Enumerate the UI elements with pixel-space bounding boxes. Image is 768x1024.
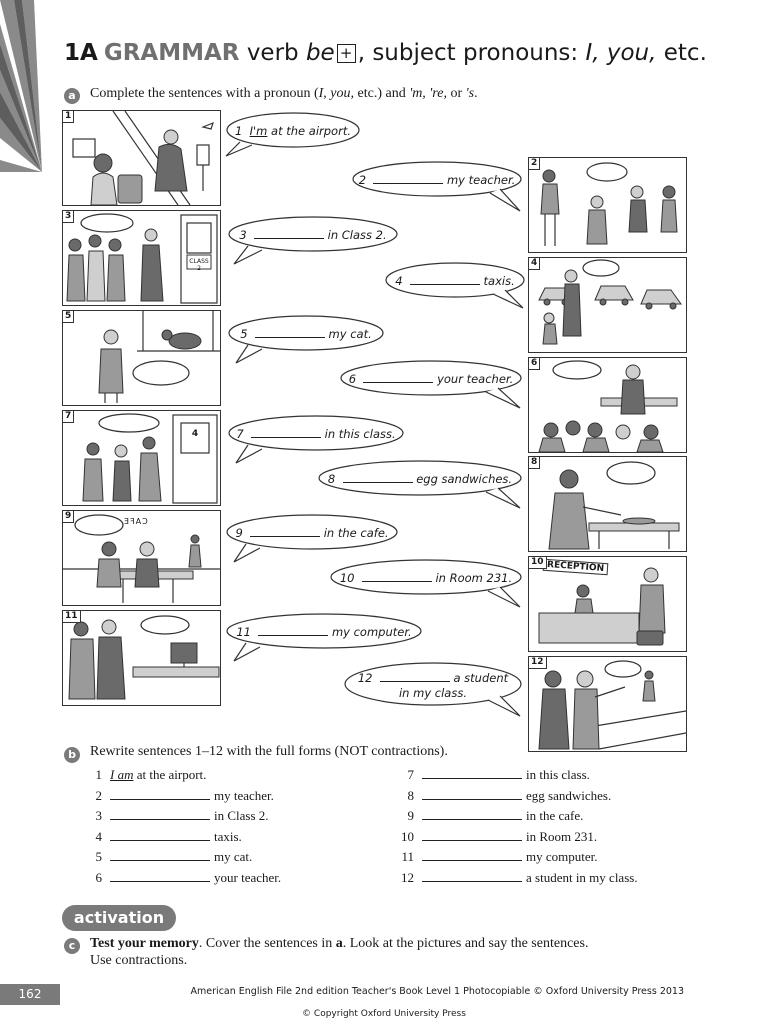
exercise-b-row-10 <box>398 829 597 845</box>
answer-gap[interactable] <box>254 227 324 239</box>
bubble-number: 1 <box>234 123 243 138</box>
bubble-text <box>239 227 386 243</box>
topic-pre: verb <box>246 40 306 66</box>
teacher-scene <box>529 158 686 252</box>
answer-gap[interactable] <box>343 471 413 483</box>
bubble-text <box>236 624 411 640</box>
bubble-number: 10 <box>339 571 355 585</box>
speech-bubble-1 <box>226 112 360 150</box>
bubble-number: 2 <box>358 173 367 187</box>
panel-number: 5 <box>63 311 74 323</box>
answer-line[interactable] <box>422 870 522 882</box>
bubble-sentence: your teacher. <box>437 372 514 386</box>
row-number: 10 <box>401 829 414 844</box>
row-text: egg sandwiches. <box>526 788 612 803</box>
exercise-c-instruction-line2: Use contractions. <box>90 953 188 968</box>
bubble-text <box>236 426 395 442</box>
instruction-text: . Cover the sentences in <box>198 936 336 951</box>
answer-gap[interactable] <box>363 371 433 383</box>
bubble-sentence-line2: in my class. <box>398 685 467 700</box>
footer-book: American English File 2nd edition Teacher's Book Level 1 <box>190 986 461 997</box>
bubble-text <box>235 124 351 139</box>
row-text: in Room 231. <box>526 829 598 844</box>
row-number: 3 <box>95 808 102 823</box>
bubble-text <box>240 326 372 342</box>
bubble-number: 6 <box>348 372 357 386</box>
exercise-b-row-5 <box>86 849 252 865</box>
picture-panel-4 <box>528 257 687 353</box>
row-text: in this class. <box>526 767 590 782</box>
speech-bubble-4 <box>385 262 525 300</box>
speech-bubble-3 <box>228 216 398 254</box>
bubble-number: 4 <box>395 274 403 288</box>
picture-panel-12 <box>528 656 687 752</box>
panel-number: 6 <box>529 358 540 370</box>
classroom-teacher-scene <box>529 358 686 452</box>
speech-bubble-8 <box>318 460 522 498</box>
plus-box: + <box>337 44 356 63</box>
panel-number: 2 <box>529 158 540 170</box>
bubble-sentence: at the airport. <box>271 123 351 138</box>
bubble-sentence: my teacher. <box>446 173 516 187</box>
exercise-b-row-1 <box>86 767 206 783</box>
answer-line[interactable] <box>110 870 210 882</box>
activation-label: activation <box>62 905 176 931</box>
answer-gap[interactable] <box>373 172 443 184</box>
unit-number: 1A <box>64 40 98 66</box>
topic-etc: etc. <box>656 40 707 66</box>
topic-be: be <box>305 40 335 66</box>
door-sign-class: CLASS 2 <box>189 258 209 272</box>
panel-number: 3 <box>63 211 74 223</box>
speech-bubble-12 <box>344 662 522 708</box>
section-label: GRAMMAR <box>103 40 240 66</box>
copyright: © Copyright Oxford University Press <box>302 1009 466 1019</box>
footer-credit <box>191 986 684 997</box>
instr-part: Complete the sentences with a pronoun ( <box>90 86 319 101</box>
instr-part: etc.) and <box>354 86 410 101</box>
sandwiches-scene <box>529 457 686 551</box>
answer-gap[interactable] <box>410 273 480 285</box>
exercise-b-row-8 <box>398 788 611 804</box>
bubble-number: 5 <box>240 327 248 341</box>
picture-panel-1 <box>62 110 221 206</box>
answer-line[interactable] <box>110 788 210 800</box>
exercise-b-row-11 <box>398 849 598 865</box>
speech-bubble-10 <box>330 559 522 597</box>
sunburst-decoration <box>0 0 42 172</box>
airport-scene <box>63 111 220 205</box>
bubble-number: 9 <box>235 526 243 540</box>
row-text: a student in my class. <box>526 870 638 885</box>
bubble-text <box>235 525 388 541</box>
bubble-text <box>359 172 516 188</box>
bubble-answer: I'm <box>249 123 268 138</box>
row-text: my computer. <box>526 849 598 864</box>
answer-gap[interactable] <box>255 326 325 338</box>
row-text: in the cafe. <box>526 808 584 823</box>
answer-gap[interactable] <box>380 670 450 682</box>
panel-number: 9 <box>63 511 74 523</box>
row-text: at the airport. <box>136 767 207 782</box>
row-text: in Class 2. <box>214 808 269 823</box>
picture-panel-2 <box>528 157 687 253</box>
exercise-a-badge: a <box>64 88 80 104</box>
exercise-b-badge: b <box>64 747 80 763</box>
bubble-sentence: egg sandwiches. <box>416 472 513 486</box>
instruction-ref: a <box>335 936 343 951</box>
classroom-door-4-scene <box>63 411 220 505</box>
footer-copy: Photocopiable © Oxford University Press 2013 <box>460 986 684 997</box>
picture-panel-5 <box>62 310 221 406</box>
row-number: 4 <box>95 829 102 844</box>
picture-panel-3 <box>62 210 221 306</box>
row-number: 7 <box>407 767 414 782</box>
row-number: 11 <box>401 849 414 864</box>
picture-panel-6 <box>528 357 687 453</box>
panel-number: 1 <box>63 111 74 123</box>
exercise-b-row-6 <box>86 870 281 886</box>
bubble-number: 8 <box>327 472 336 486</box>
exercise-b-row-4 <box>86 829 242 845</box>
answer-line[interactable] <box>110 808 210 820</box>
answer-line[interactable] <box>422 829 522 841</box>
exercise-a-instruction <box>90 86 478 102</box>
answer-line[interactable] <box>422 808 522 820</box>
exercise-c-badge: c <box>64 938 80 954</box>
topic-post: , subject pronouns: <box>357 40 586 66</box>
panel-number: 12 <box>529 657 547 669</box>
row-number: 8 <box>407 788 414 803</box>
topic-examples: I, you, <box>585 40 657 66</box>
page-title <box>64 40 707 66</box>
bubble-sentence: my computer. <box>331 625 412 639</box>
bubble-number: 11 <box>236 625 251 639</box>
panel-number: 11 <box>63 611 81 623</box>
instr-part: . <box>474 86 478 101</box>
panel-number: 10 <box>529 557 547 569</box>
door-sign-4: 4 <box>191 429 199 439</box>
bubble-text <box>395 273 515 289</box>
row-number: 6 <box>95 870 102 885</box>
bubble-text <box>328 471 512 487</box>
row-text: taxis. <box>214 829 242 844</box>
bubble-sentence: in the cafe. <box>323 526 389 540</box>
answer-gap[interactable] <box>258 624 328 636</box>
bubble-text <box>349 371 513 387</box>
computer-scene <box>63 611 220 705</box>
page-number: 162 <box>0 984 60 1005</box>
exercise-b-row-9 <box>398 808 583 824</box>
example-answer: I am <box>110 767 134 782</box>
bubble-sentence: in Class 2. <box>327 228 387 242</box>
answer-line[interactable] <box>110 829 210 841</box>
picture-panel-8 <box>528 456 687 552</box>
answer-gap[interactable] <box>250 525 320 537</box>
bubble-number: 3 <box>239 228 247 242</box>
speech-bubble-9 <box>226 514 398 552</box>
bubble-number: 7 <box>236 427 244 441</box>
reception-sign: RECEPTION <box>543 559 609 576</box>
answer-line[interactable] <box>422 767 522 779</box>
bubble-sentence: taxis. <box>483 274 515 288</box>
cat-scene <box>63 311 220 405</box>
row-text: your teacher. <box>214 870 282 885</box>
cafe-sign: CAFE <box>123 517 148 526</box>
speech-bubble-5 <box>228 315 384 353</box>
panel-number: 8 <box>529 457 540 469</box>
bubble-number: 12 <box>357 670 373 685</box>
speech-bubble-7 <box>228 415 404 453</box>
row-number: 1 <box>95 767 102 782</box>
row-text: my teacher. <box>214 788 274 803</box>
picture-panel-10 <box>528 556 687 652</box>
row-number: 9 <box>407 808 414 823</box>
answer-gap[interactable] <box>362 570 432 582</box>
picture-panel-9 <box>62 510 221 606</box>
speech-bubble-2 <box>352 161 522 199</box>
instr-part: 's <box>465 86 475 101</box>
picture-panel-11 <box>62 610 221 706</box>
instruction-bold: Test your memory <box>90 936 199 951</box>
exercise-b-row-12 <box>398 870 638 886</box>
speech-bubble-6 <box>340 360 522 398</box>
speech-bubble-11 <box>226 613 422 651</box>
bubble-sentence: in Room 231. <box>435 571 513 585</box>
panel-number: 4 <box>529 258 540 270</box>
instr-part: I, you, <box>318 86 354 101</box>
answer-line[interactable] <box>422 788 522 800</box>
picture-panel-7 <box>62 410 221 506</box>
bubble-text <box>340 570 512 586</box>
student-scene <box>529 657 686 751</box>
taxis-scene <box>529 258 686 352</box>
bubble-sentence: a student <box>453 670 509 685</box>
exercise-b-instruction: Rewrite sentences 1–12 with the full forms (NOT contractions). <box>90 744 448 759</box>
instr-part: or <box>446 86 466 101</box>
exercise-b-row-7 <box>398 767 590 783</box>
answer-gap[interactable] <box>251 426 321 438</box>
panel-number: 7 <box>63 411 74 423</box>
answer-line[interactable] <box>110 849 210 861</box>
row-text: my cat. <box>214 849 253 864</box>
bubble-sentence: in this class. <box>324 427 396 441</box>
row-number: 12 <box>401 870 414 885</box>
bubble-sentence: my cat. <box>328 327 372 341</box>
answer-line[interactable] <box>422 849 522 861</box>
row-number: 5 <box>95 849 102 864</box>
row-number: 2 <box>95 788 102 803</box>
exercise-c-instruction <box>90 936 588 952</box>
exercise-b-row-3 <box>86 808 269 824</box>
bubble-text <box>358 670 508 701</box>
instr-part: 'm, 're, <box>409 86 447 101</box>
instruction-text: . Look at the pictures and say the sentences. <box>342 936 589 951</box>
exercise-b-row-2 <box>86 788 274 804</box>
